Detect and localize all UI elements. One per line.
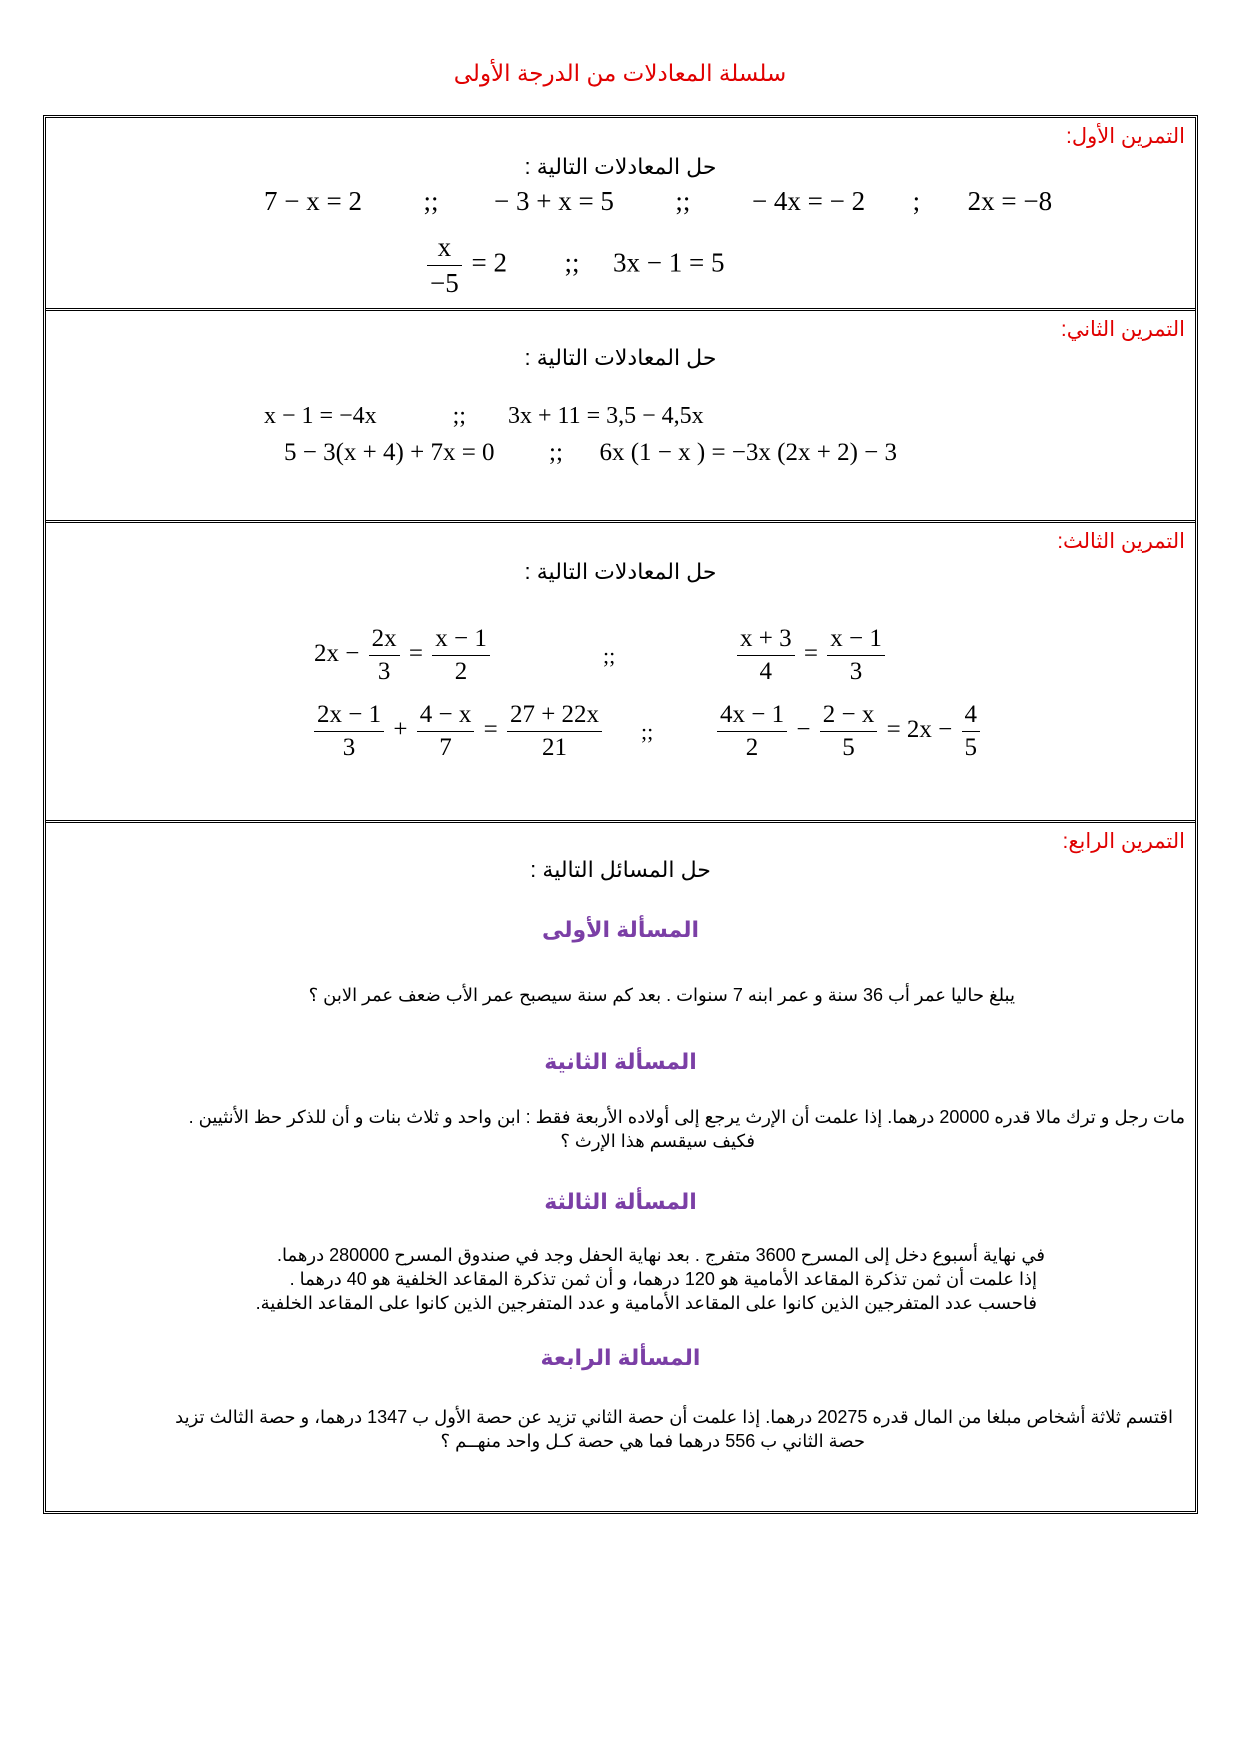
equation: = 2: [471, 247, 507, 278]
problem-3-line-1: في نهاية أسبوع دخل إلى المسرح 3600 متفرج . بعد نهاية الحفل وجد في صندوق المسرح 280000 درهما.: [277, 1245, 1045, 1265]
denominator: −5: [430, 268, 459, 298]
exercise-1-instruction: حل المعادلات التالية :: [524, 154, 717, 179]
denominator: 5: [964, 734, 978, 761]
denominator: 2: [454, 658, 468, 685]
fraction: [820, 701, 878, 762]
separator: ;;: [564, 247, 580, 278]
problem-3-line-3: فاحسب عدد المتفرجين الذين كانوا على المقاعد الأمامية و عدد المتفرجين الذين كانوا على المقاعد الخلفية.: [255, 1293, 1037, 1313]
fraction: [962, 701, 981, 762]
equation: − 4x = − 2: [751, 186, 866, 216]
denominator: 7: [439, 734, 452, 761]
exercise-3-instruction: حل المعادلات التالية :: [524, 559, 717, 584]
exercise-1: [46, 118, 1195, 311]
exercise-3: [46, 523, 1195, 823]
exercise-2-line-1: [264, 403, 704, 430]
exercise-4-instruction: حل المسائل التالية :: [530, 857, 711, 882]
numerator: 27 + 22x: [507, 701, 602, 732]
denominator: 4: [759, 658, 773, 685]
numerator: 4: [962, 701, 981, 732]
separator: ;;: [675, 186, 691, 216]
equals: =: [803, 640, 818, 668]
equation-3d: [714, 701, 983, 762]
numerator: 2x: [369, 625, 400, 656]
equation-3a: [314, 625, 493, 686]
problem-2-title: المسألة الثانية: [544, 1049, 697, 1074]
problem-4-line-1: اقتسم ثلاثة أشخاص مبلغا من المال قدره 20275 درهما. إذا علمت أن حصة الثاني تزيد عن حصة الأول ب 1347 درهما، و حصة الثالث تزيد: [175, 1407, 1173, 1427]
equation-3b: [734, 625, 888, 686]
equation: 3x − 1 = 5: [612, 247, 725, 278]
problem-2-line-2: فكيف سيقسم هذا الإرث ؟: [560, 1131, 755, 1151]
fraction: [717, 701, 787, 762]
problem-3-title: المسألة الثالثة: [544, 1189, 697, 1214]
problem-4-line-2: حصة الثاني ب 556 درهما فما هي حصة كـل واحد منهــم ؟: [440, 1431, 865, 1451]
exercises-frame: [43, 115, 1198, 1514]
problem-1-text: يبلغ حاليا عمر أب 36 سنة و عمر ابنه 7 سنوات . بعد كم سنة سيصبح عمر الأب ضعف عمر الابن ؟: [308, 985, 1015, 1005]
numerator: 4x − 1: [717, 701, 787, 732]
numerator: x: [427, 232, 462, 266]
numerator: x + 3: [737, 625, 795, 656]
denominator: 3: [342, 734, 356, 761]
exercise-3-title: التمرين الثالث:: [1057, 530, 1185, 553]
exercise-4: [46, 823, 1195, 1511]
equals: =: [483, 716, 498, 744]
numerator: 2 − x: [820, 701, 878, 732]
equation: − 3 + x = 5: [493, 186, 614, 216]
numerator: x − 1: [432, 625, 490, 656]
problem-3-line-2: إذا علمت أن ثمن تذكرة المقاعد الأمامية هو 120 درهما، و أن ثمن تذكرة المقاعد الخلفية هو 40 درهما .: [289, 1269, 1037, 1289]
exercise-4-title: التمرين الرابع:: [1062, 830, 1185, 853]
equation: x − 1 = −4x: [264, 403, 377, 429]
fraction: [737, 625, 795, 686]
separator: ;;: [452, 403, 466, 429]
equation: 6x (1 − x ) = −3x (2x + 2) − 3: [599, 439, 897, 466]
exercise-2-line-2: [284, 439, 897, 467]
fraction: [369, 625, 400, 686]
exercise-2: [46, 311, 1195, 523]
denominator: 5: [842, 734, 855, 761]
page-title: سلسلة المعادلات من الدرجة الأولى: [453, 60, 787, 86]
equation: 2x = −8: [967, 186, 1053, 216]
equals: = 2x −: [886, 716, 953, 744]
term: 2x −: [314, 640, 360, 668]
separator: ;;: [423, 186, 439, 216]
equation: 5 − 3(x + 4) + 7x = 0: [284, 439, 495, 466]
denominator: 2: [745, 734, 759, 761]
problem-1-title: المسألة الأولى: [541, 917, 700, 942]
problem-2-line-1: مات رجل و ترك مالا قدره 20000 درهما. إذا علمت أن الإرث يرجع إلى أولاده الأربعة فقط : ابن واحد و ثلاث بنات و أن للذكر حظ الأنثيين .: [188, 1107, 1185, 1127]
exercise-2-instruction: حل المعادلات التالية :: [524, 345, 717, 370]
exercise-2-title: التمرين الثاني:: [1060, 318, 1185, 341]
equals: =: [408, 640, 423, 668]
separator: ;;: [603, 643, 616, 668]
separator: ;;: [641, 719, 654, 744]
operator: +: [393, 716, 408, 744]
numerator: 4 − x: [417, 701, 475, 732]
exercise-1-line-1: [264, 186, 1052, 217]
problem-4-title: المسألة الرابعة: [540, 1345, 701, 1370]
exercise-1-line-2: [424, 232, 724, 299]
numerator: 2x − 1: [314, 701, 384, 732]
exercise-1-title: التمرين الأول:: [1065, 125, 1185, 148]
operator: −: [796, 716, 811, 744]
fraction: [827, 625, 885, 686]
separator: ;: [912, 186, 921, 216]
denominator: 21: [541, 734, 567, 761]
fraction: [314, 701, 384, 762]
numerator: x − 1: [827, 625, 885, 656]
equation-3c: [311, 701, 605, 762]
fraction: [417, 701, 475, 762]
denominator: 3: [849, 658, 863, 685]
fraction: [507, 701, 602, 762]
denominator: 3: [377, 658, 391, 685]
fraction: [427, 232, 462, 299]
fraction: [432, 625, 490, 686]
equation: 7 − x = 2: [264, 186, 362, 216]
separator: ;;: [549, 439, 563, 466]
equation: 3x + 11 = 3,5 − 4,5x: [507, 403, 704, 429]
